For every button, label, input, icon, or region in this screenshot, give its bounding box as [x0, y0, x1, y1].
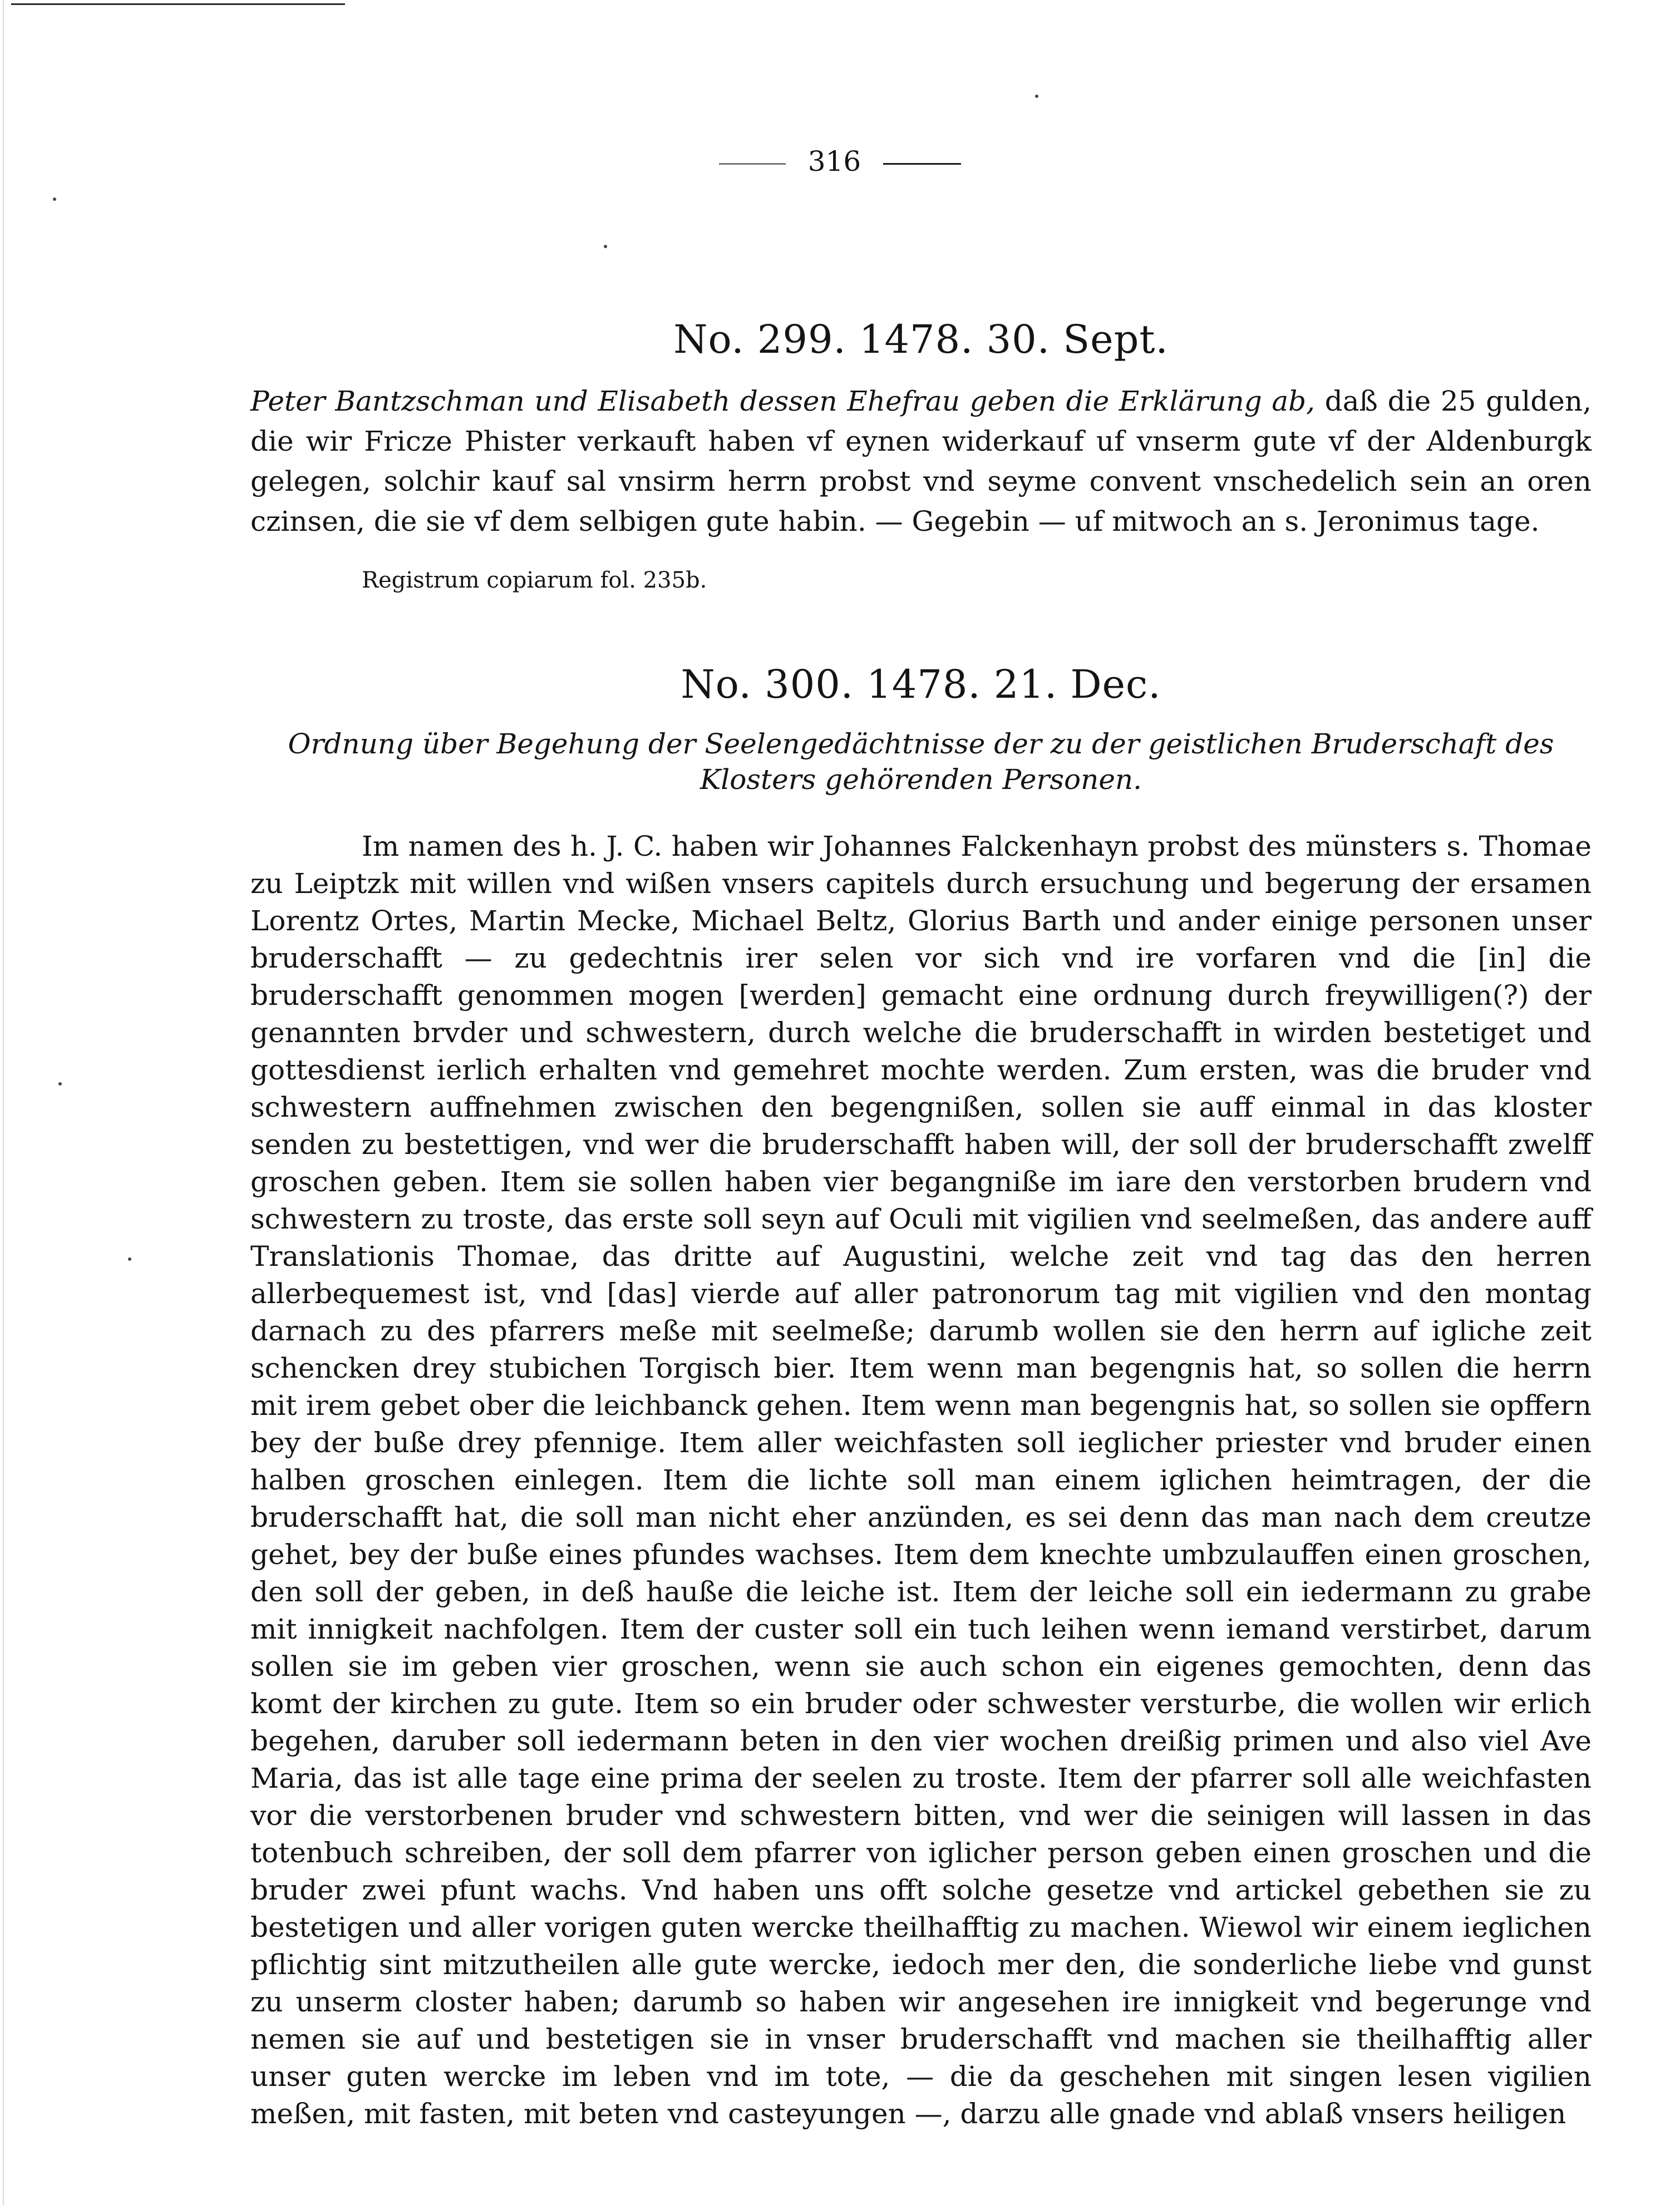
document-heading: No. 300. 1478. 21. Dec.: [681, 662, 1161, 707]
document-summary: Ordnung über Begehung der Seelengedächtnisse der zu der geistlichen Bruderschaft des Klosters gehörenden Personen.: [288, 728, 1554, 796]
scan-top-rule: [11, 3, 345, 5]
document-summary-text: daß die 25 gulden, die wir Fricze Phister verkauft haben vf eynen widerkauf uf vnserm gute vf der Aldenburgk gelegen, solchir kauf sal vnsirm herrn probst vnd seyme convent vnschedelich sein an oren czinsen, die sie vf dem selbigen gute habin. — Gegebin — uf mitwoch an s. Jeronimus tage.: [250, 385, 1592, 537]
page-number-row: [0, 139, 1680, 184]
document-source: Registrum copiarum fol. 235b.: [362, 568, 707, 593]
page-number-dash-left: [719, 163, 786, 165]
scan-speck: [53, 198, 56, 201]
page-number: 316: [807, 145, 861, 177]
document-heading: No. 299. 1478. 30. Sept.: [673, 317, 1169, 362]
scan-speck: [58, 1082, 62, 1086]
document-299: [250, 309, 1592, 597]
document-body: Im namen des h. J. C. haben wir Johannes Falckenhayn probst des münsters s. Thomae zu Leiptzk mit willen vnd wißen vnsers capitels durch ersuchung und begerung der ersamen Lorentz Ortes, Martin Mecke, Michael Beltz, Glorius Barth und ander einige personen unser bruderschafft — zu gedechtnis irer selen vor sich vnd ire vorfaren vnd die [in] die bruderschafft genommen mogen [werden] gemacht eine ordnung durch freywilligen(?) der genannten brvder und schwestern, durch welche die bruderschafft in wirden bestetiget und gottesdienst ierlich erhalten vnd gemehret mochte werden. Zum ersten, was die bruder vnd schwestern auffnehmen zwischen den begengnißen, sollen sie auff einmal in das kloster senden zu bestettigen, vnd wer die bruderschafft haben will, der soll der bruderschafft zwelff groschen geben. Item sie sollen haben vier begangniße im iare den verstorben brudern vnd schwestern zu troste, das erste soll seyn auf Oculi mit vigilien vnd seelmeßen, das andere auff Translationis Thomae, das dritte auf Augustini, welche zeit vnd tag das den herren allerbequemest ist, vnd [das] vierde auf aller patronorum tag mit vigilien vnd den montag darnach zu des pfarrers meße mit seelmeße; darumb wollen sie den herrn auf igliche zeit schencken drey stubichen Torgisch bier. Item wenn man begengnis hat, so sollen die herrn mit irem gebet ober die leichbanck gehen. Item wenn man begengnis hat, so sollen sie opffern bey der buße drey pfennige. Item aller weichfasten soll ieglicher priester vnd bruder einen halben groschen einlegen. Item die lichte soll man einem iglichen heimtragen, der die bruderschafft hat, die soll man nicht eher anzünden, es sei denn das man nach dem creutze gehet, bey der buße eines pfundes wachses. Item dem knechte umbzulauffen einen groschen, den soll der geben, in deß hauße die leiche ist. Item der leiche soll ein iedermann zu grabe mit innigkeit nachfolgen. Item der custer soll ein tuch leihen wenn iemand verstirbet, darum sollen sie im geben vier groschen, wenn sie auch schon ein eigenes gemochten, denn das komt der kirchen zu gute. Item so ein bruder oder schwester versturbe, die wollen wir erlich begehen, daruber soll iedermann beten in den vier wochen dreißig primen und also viel Ave Maria, das ist alle tage eine prima der seelen zu troste. Item der pfarrer soll alle weichfasten vor die verstorbenen bruder vnd schwestern bitten, vnd wer die seinigen will lassen in das totenbuch schreiben, der soll dem pfarrer von iglicher person geben einen groschen und die bruder zwei pfunt wachs. Vnd haben uns offt solche gesetze vnd artickel gebethen sie zu bestetigen und aller vorigen guten wercke theilhafftig zu machen. Wiewol wir einem ieglichen pflichtig sint mitzutheilen alle gute wercke, iedoch mer den, die sonderliche liebe vnd gunst zu unserm closter haben; darumb so haben wir angesehen ire innigkeit vnd begerunge vnd nemen sie auf und bestetigen sie in vnser bruderschafft vnd machen sie theilhafftig aller unser guten wercke im leben vnd im tote, — die da geschehen mit singen lesen vigilien meßen, mit fasten, mit beten vnd casteyungen —, darzu alle gnade vnd ablaß vnsers heiligen: [250, 830, 1592, 2130]
document-300: [250, 654, 1592, 2133]
document-summary-italic: Peter Bantzschman und Elisabeth dessen Ehefrau geben die Erklärung ab,: [250, 385, 1316, 417]
scan-speck: [604, 245, 607, 248]
scan-speck: [128, 1257, 131, 1261]
scan-speck: [1035, 95, 1038, 98]
document-summary: [250, 381, 1592, 541]
page-number-dash-right: [883, 163, 961, 165]
scan-margin-line: [3, 0, 4, 2205]
